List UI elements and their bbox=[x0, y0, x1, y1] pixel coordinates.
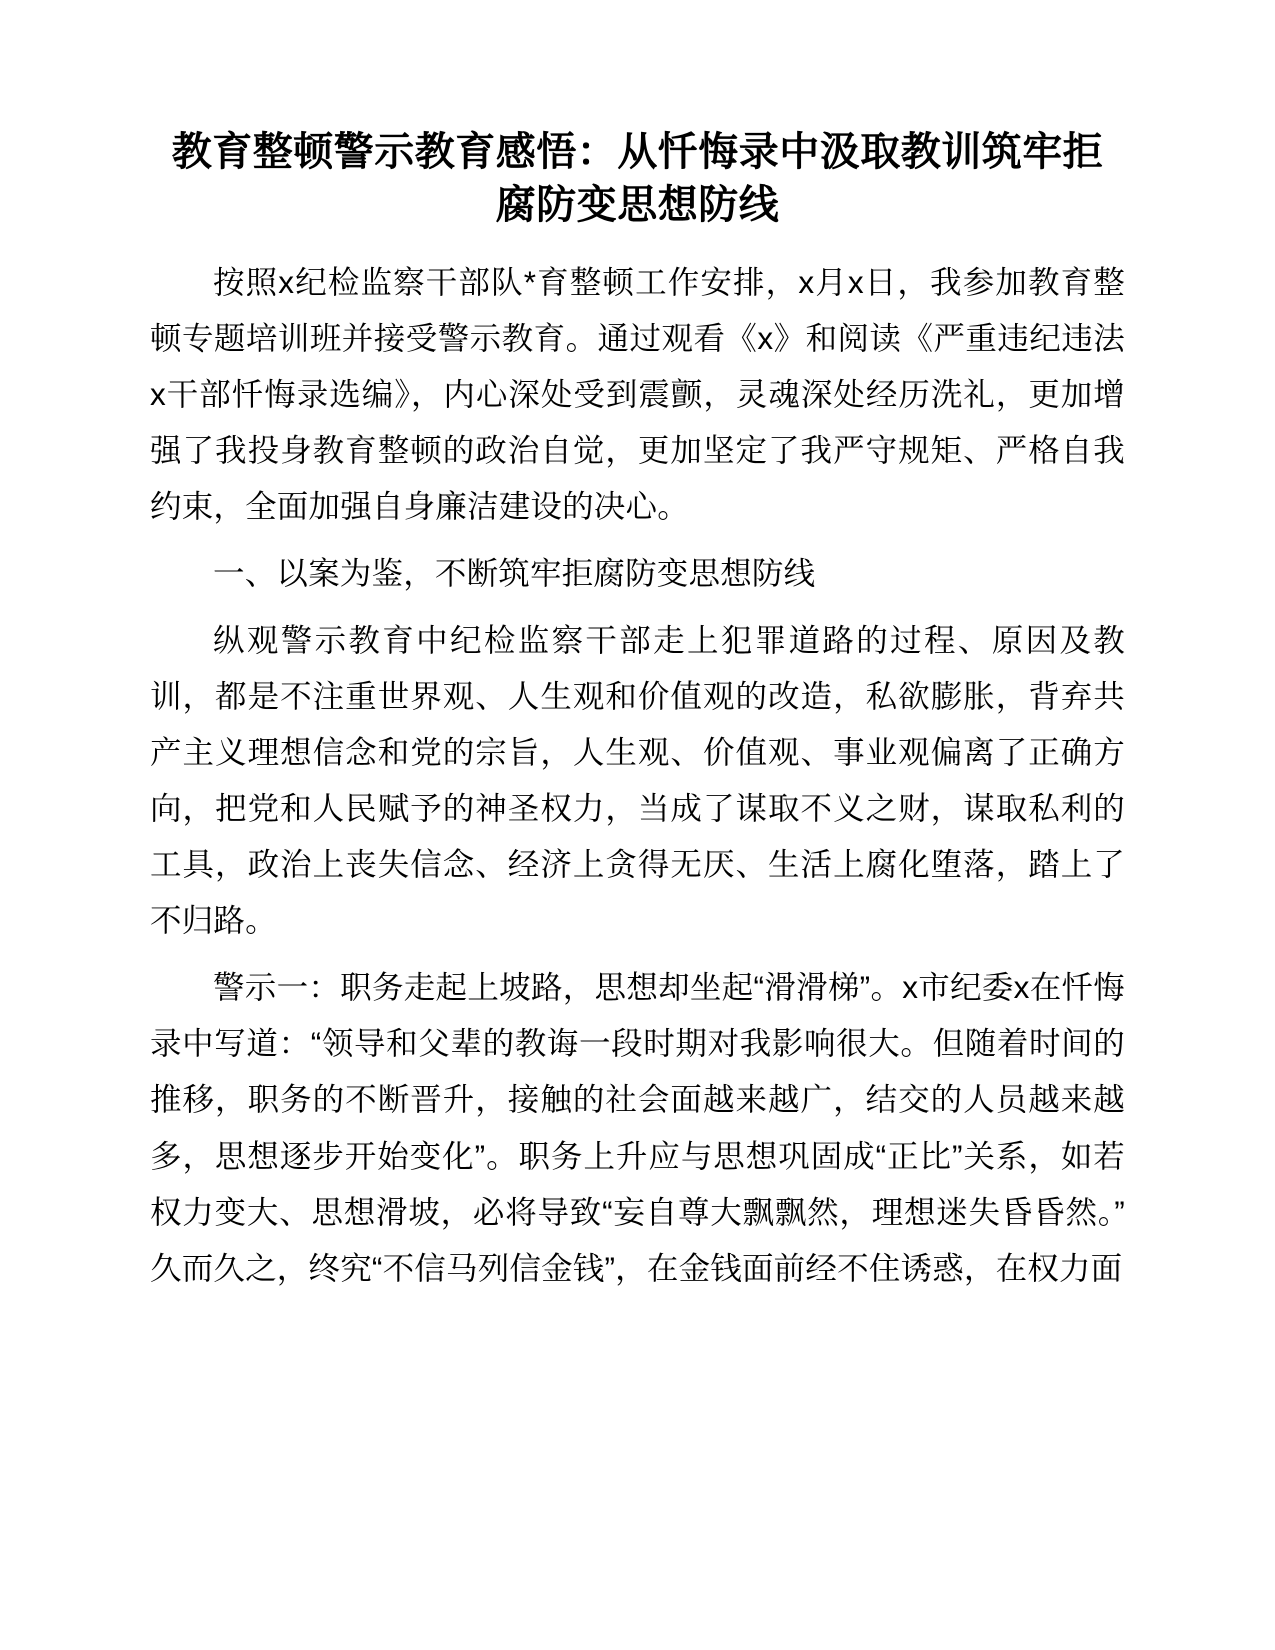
page-title: 教育整顿警示教育感悟：从忏悔录中汲取教训筑牢拒腐防变思想防线 bbox=[171, 130, 1104, 227]
section-heading-one: 一、以案为鉴，不断筑牢拒腐防变思想防线 bbox=[213, 554, 816, 591]
paragraph-body-one: 纵观警示教育中纪检监察干部走上犯罪道路的过程、原因及教训，都是不注重世界观、人生观和价值观的改造，私欲膨胀，背弃共产主义理想信念和党的宗旨，人生观、价值观、事业观偏离了正确方向，把党和人民赋予的神圣权力，当成了谋取不义之财，谋取私利的工具，政治上丧失信念、经济上贪得无厌、生活上腐化堕落，踏上了不归路。 bbox=[150, 621, 1125, 939]
paragraph-intro: 按照x纪检监察干部队*育整顿工作安排，x月x日，我参加教育整顿专题培训班并接受警示教育。通过观看《x》和阅读《严重违纪违法x干部忏悔录选编》，内心深处受到震颤，灵魂深处经历洗礼，更加增强了我投身教育整顿的政治自觉，更加坚定了我严守规矩、严格自我约束，全面加强自身廉洁建设的决心。 bbox=[150, 263, 1125, 524]
paragraph-warning-one: 警示一：职务走起上坡路，思想却坐起“滑滑梯”。x市纪委x在忏悔录中写道：“领导和父辈的教诲一段时期对我影响很大。但随着时间的推移，职务的不断晋升，接触的社会面越来越广，结交的人员越来越多，思想逐步开始变化”。职务上升应与思想巩固成“正比”关系，如若权力变大、思想滑坡，必将导致“妄自尊大飘飘然，理想迷失昏昏然。”久而久之，终究“不信马列信金钱”，在金钱面前经不住诱惑，在权力面 bbox=[150, 969, 1125, 1286]
